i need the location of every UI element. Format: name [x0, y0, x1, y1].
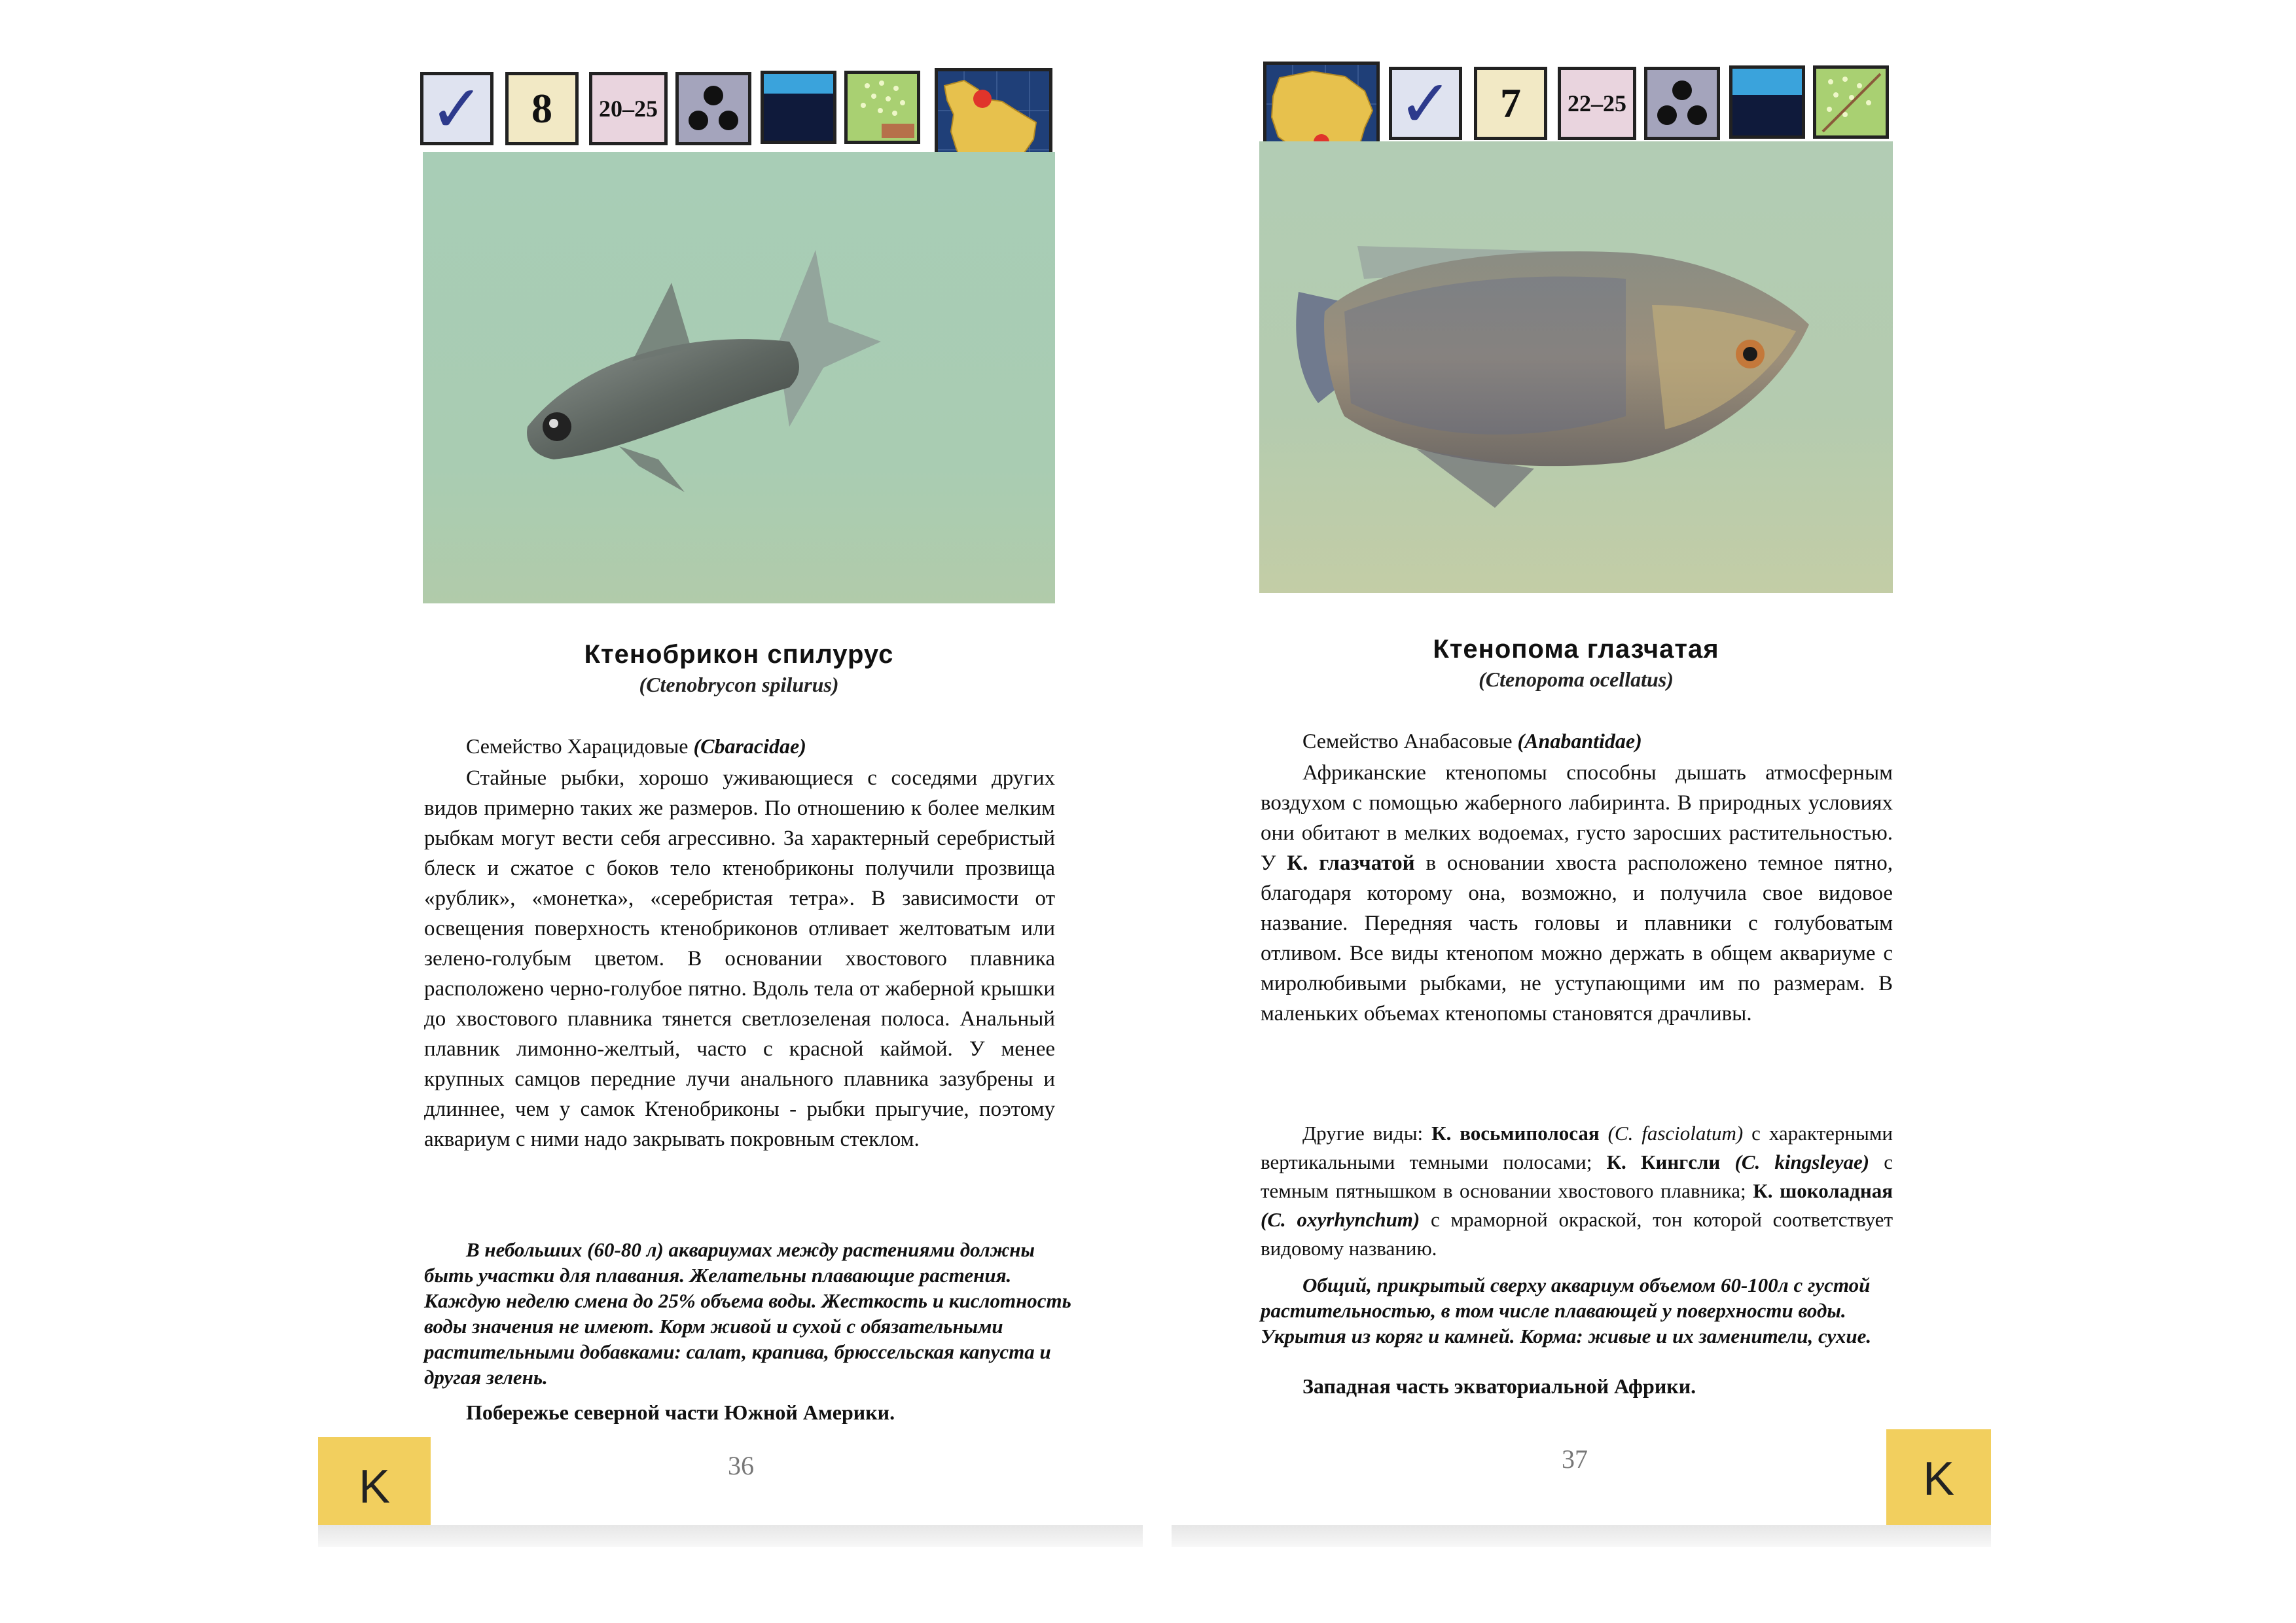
- swim-level-icon: [1644, 67, 1720, 140]
- fish-photo-ctenopoma: [1259, 141, 1893, 593]
- plants-icon: [1813, 65, 1889, 139]
- fish-latin-name: (Ctenopoma ocellatus): [1479, 668, 1674, 691]
- substrate-plants-icon: [844, 71, 920, 144]
- habitat-region: Побережье северной части Южной Америки.: [466, 1400, 895, 1424]
- family-line: [1302, 729, 1642, 753]
- page-bottom-shadow: [1172, 1525, 1991, 1547]
- page-bottom-shadow: [318, 1525, 1143, 1547]
- other-species: Другие виды: К. восьмиполосая (C. fasciolatum) с характерными вертикальными темными полосами; К. Кингсли (C. kingsleyae) с темным пятнышком в основании хвостового плавника; К. шоколадная (C. oxyrhynchum) с мраморной окраской, тон которой соответствует видовому названию.: [1261, 1122, 1893, 1260]
- water-level-icon: [1729, 65, 1805, 139]
- suitability-check-icon: ✓: [1389, 67, 1462, 140]
- care-instructions: В небольших (60-80 л) аквариумах между растениями должны быть участки для плавания. Желательны плавающие растения. Каждую неделю смена до 25% объема воды. Жесткость и кислотность воды значения не имеют. Корм живой и сухой с обязательными растительными добавками: салат, крапива, брюссельская капуста и другая зелень.: [424, 1238, 1071, 1389]
- difficulty-rating: 8: [505, 72, 579, 145]
- family-label: Семейство Харацидовые: [466, 734, 689, 758]
- page-number: 36: [728, 1451, 754, 1480]
- fish-latin-name: (Ctenobrycon spilurus): [639, 673, 839, 696]
- family-label: Семейство Анабасовые: [1302, 729, 1513, 753]
- fish-title: Ктенобрикон спилурус: [584, 640, 894, 669]
- index-tab-letter: K: [1886, 1429, 1991, 1529]
- fish-title: Ктенопома глазчатая: [1433, 635, 1719, 664]
- description: Африканские ктенопомы способны дышать атмосферным воздухом с помощью жаберного лабиринта. В природных условиях они обитают в мелких водоемах, густо заросших растительностью. У К. глазчатой в основании хвоста расположено темное пятно, благодаря которому она, возможно, и получила свое видовое название. Передняя часть головы и плавники с голубоватым отливом. Все виды ктенопом можно держать в общем аквариуме с миролюбивыми рыбками, не уступающими им по размерам. В маленьких объемах ктенопомы становятся драчливы.: [1261, 761, 1893, 1026]
- family-latin: (Cbaracidae): [693, 734, 806, 758]
- description: Стайные рыбки, хорошо уживающиеся с соседями других видов примерно таких же размеров. По отношению к более мелким рыбкам могут вести себя агрессивно. За характерный серебристый блеск и сжатое с боков тело ктенобриконы получили прозвища «рублик», «монетка», «серебристая тетра». В зависимости от освещения поверхность ктенобриконов отливает желтоватым или зелено-голубым цветом. В основании хвостового плавника расположено черно-голубое пятно. Вдоль тела от жаберной крышки до хвостового плавника тянется светлозеленая полоса. Анальный плавник лимонно-желтый, часто с красной каймой. У менее крупных самцов передние лучи анального плавника зазубрены и длиннее, чем у самок Ктенобриконы - рыбки прыгучие, поэтому аквариум с ними надо закрывать покровным стеклом.: [424, 766, 1055, 1151]
- family-latin: (Anabantidae): [1517, 729, 1642, 753]
- care-instructions: Общий, прикрытый сверху аквариум объемом 60-100л с густой растительностью, в том числе плавающей у поверхности воды. Укрытия из коряг и камней. Корма: живые и их заменители, сухие.: [1261, 1274, 1872, 1347]
- index-tab-letter: K: [318, 1437, 431, 1537]
- water-level-icon: [761, 71, 836, 144]
- temperature-range: 22–25: [1558, 67, 1636, 140]
- page-number: 37: [1562, 1444, 1588, 1474]
- family-line: [466, 734, 806, 758]
- temperature-range: 20–25: [589, 72, 668, 145]
- difficulty-rating: 7: [1474, 67, 1547, 140]
- habitat-region: Западная часть экваториальной Африки.: [1302, 1374, 1696, 1398]
- suitability-check-icon: ✓: [420, 72, 493, 145]
- swim-level-icon: [675, 72, 751, 145]
- fish-photo-ctenobrycon: [423, 152, 1055, 603]
